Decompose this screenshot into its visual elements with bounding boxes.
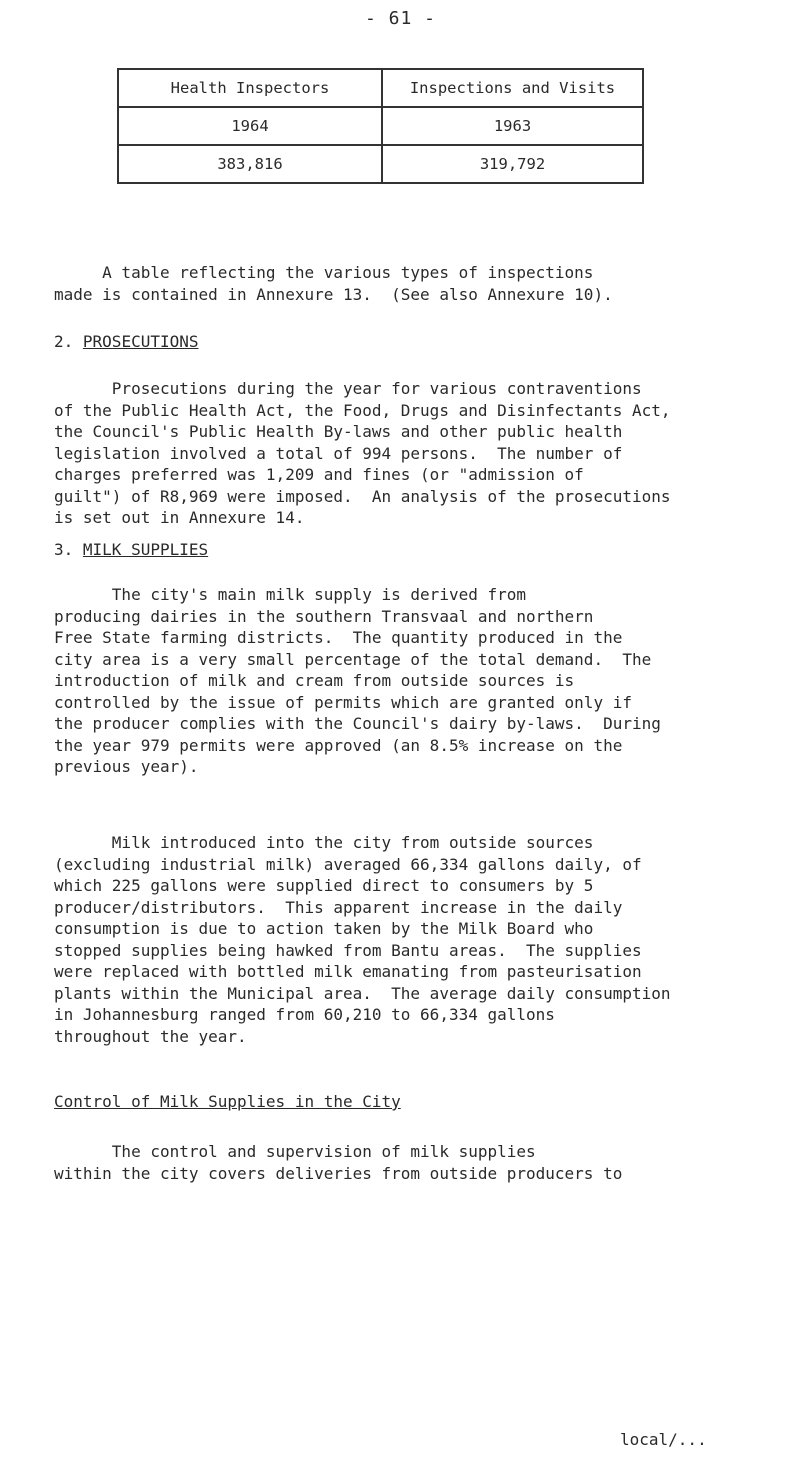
control-title: Control of Milk Supplies in the City	[54, 1092, 401, 1111]
section-heading-prosecutions	[54, 332, 199, 351]
table-row	[118, 107, 643, 145]
prosecutions-paragraph: Prosecutions during the year for various contraventions of the Public Health Act, the Food, Drugs and Disinfectants Act, the Council's Public Health By-laws and other public health legislation involved a total of 994 persons. The number of charges preferred was 1,209 and fines (or "admission of guilt") of R8,969 were imposed. An analysis of the prosecutions is set out in Annexure 14.	[54, 379, 671, 527]
table-row	[118, 145, 643, 183]
table-header-cell: Health Inspectors	[118, 69, 382, 107]
table-year-cell: 1964	[118, 107, 382, 145]
section-title: PROSECUTIONS	[82, 332, 199, 351]
milk-supplies-paragraph-2: Milk introduced into the city from outside sources (excluding industrial milk) averaged 66,334 gallons daily, of which 225 gallons were supplied direct to consumers by 5 producer/distributors. This apparent increase in the daily consumption is due to action taken by the Milk Board who stopped supplies being hawked from Bantu areas. The supplies were replaced with bottled milk emanating from pasteurisation plants within the Municipal area. The average daily consumption in Johannesburg ranged from 60,210 to 66,334 gallons throughout the year.	[54, 833, 671, 1046]
section-number: 2.	[54, 332, 83, 351]
section-heading-milk-supplies	[54, 540, 208, 559]
table-row	[118, 69, 643, 107]
section-number: 3.	[54, 540, 83, 559]
table-year-cell: 1963	[382, 107, 643, 145]
inspections-table	[117, 68, 644, 184]
section-title: MILK SUPPLIES	[82, 540, 209, 559]
control-heading	[54, 1092, 401, 1111]
control-paragraph: The control and supervision of milk supplies within the city covers deliveries from outside producers to	[54, 1142, 623, 1183]
page-number: - 61 -	[364, 8, 437, 29]
table-value-cell: 383,816	[118, 145, 382, 183]
milk-supplies-paragraph-1: The city's main milk supply is derived from producing dairies in the southern Transvaal and northern Free State farming districts. The quantity produced in the city area is a very small percentage of the total demand. The introduction of milk and cream from outside sources is controlled by the issue of permits which are granted only if the producer complies with the Council's dairy by-laws. During the year 979 permits were approved (an 8.5% increase on the previous year).	[54, 585, 661, 776]
table-value-cell: 319,792	[382, 145, 643, 183]
intro-paragraph: A table reflecting the various types of inspections made is contained in Annexure 13. (See also Annexure 10).	[54, 263, 613, 304]
table-header-cell: Inspections and Visits	[382, 69, 643, 107]
catchword: local/...	[620, 1430, 707, 1449]
